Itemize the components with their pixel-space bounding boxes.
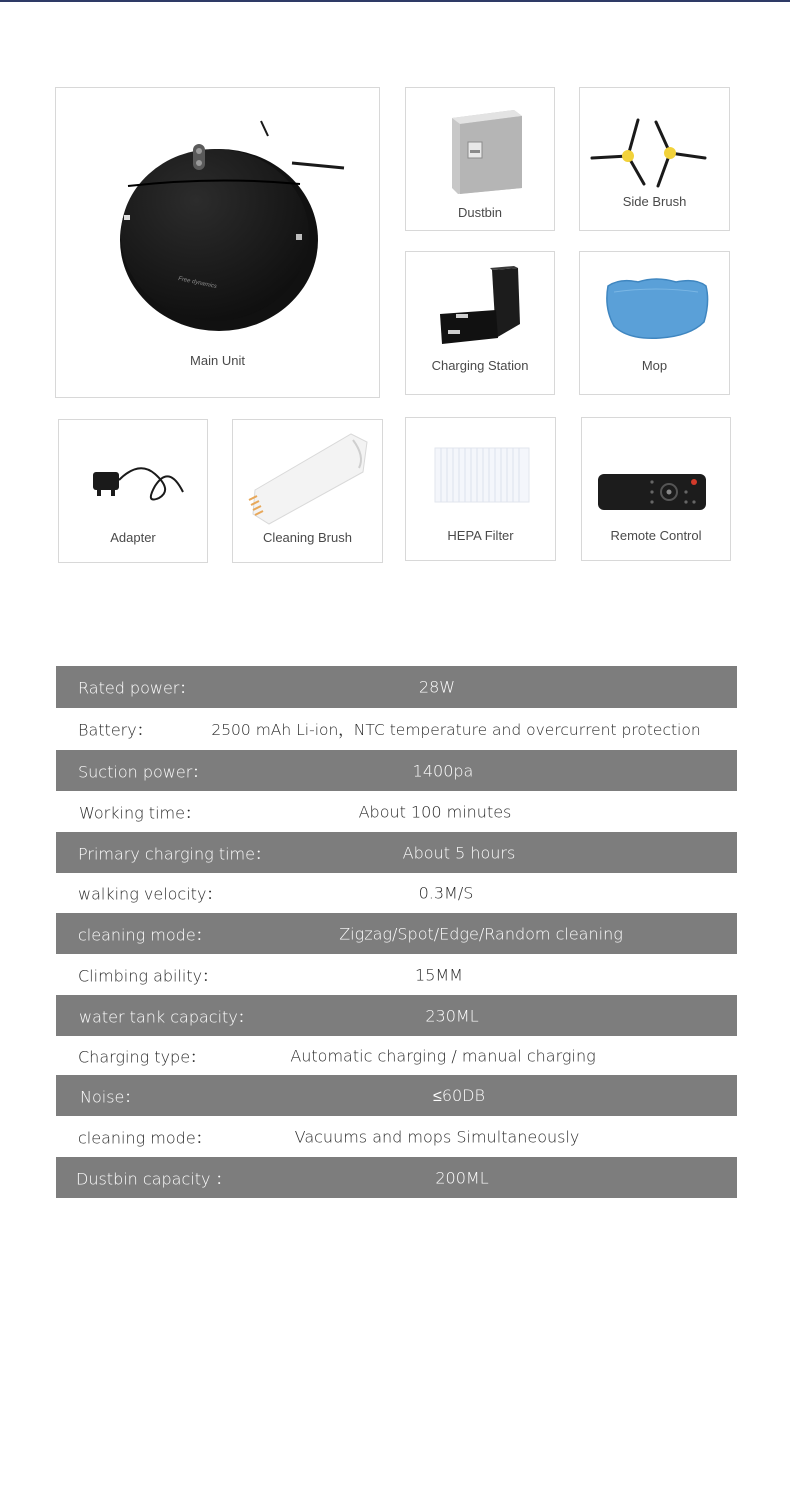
robot-brand-print: Free dynamics [177,276,218,291]
spec-value: 2500 mAh Li-ion，NTC temperature and overcurrent protection [211,721,701,739]
cleaning-brush-label: Cleaning Brush [263,530,352,545]
spec-value: 0.3M/S [418,883,474,903]
spec-row [56,708,737,750]
mop-label: Mop [641,358,668,373]
card-side-brush [579,87,730,231]
main-unit-label: Main Unit [190,353,245,368]
spec-value: Zigzag/Spot/Edge/Random cleaning [339,924,623,943]
spec-value: About 5 hours [402,843,516,862]
spec-row [56,1036,737,1075]
spec-value: 15MM [415,965,463,984]
spec-key: Climbing ability： [78,966,219,985]
spec-value: 1400pa [412,761,474,780]
card-adapter [58,419,208,563]
spec-row [56,832,737,873]
spec-value: 200ML [435,1168,489,1187]
dustbin-label: Dustbin [457,205,503,220]
charging-station-label: Charging Station [431,358,529,373]
spec-key: Dustbin capacity ： [76,1169,232,1188]
card-hepa-filter [405,417,556,561]
top-accent-bar [0,0,790,2]
adapter-label: Adapter [110,530,156,545]
spec-row [56,1075,737,1116]
spec-key: Working time： [79,803,201,822]
side-brush-image [580,88,731,232]
spec-value: ≤60DB [433,1085,485,1105]
spec-value: 230ML [425,1006,479,1025]
spec-row [56,666,737,708]
spec-row [56,913,737,954]
spec-key: Primary charging time： [78,844,271,863]
charging-station-image [406,252,556,396]
spec-key: walking velocity： [78,884,223,904]
spec-row [56,995,737,1036]
card-remote-control [581,417,731,561]
spec-row [56,1157,737,1198]
spec-value: 28W [418,677,456,697]
card-mop [579,251,730,395]
mop-pad-image [580,252,731,396]
spec-row [56,954,737,995]
card-cleaning-brush [232,419,383,563]
spec-key: cleaning mode： [78,1128,212,1147]
spec-row [56,791,737,832]
spec-value: Automatic charging / manual charging [290,1046,596,1065]
card-main-unit [55,87,380,398]
remote-control-label: Remote Control [610,528,702,543]
card-charging-station [405,251,555,395]
spec-key: Charging type： [78,1047,207,1066]
side-brush-label: Side Brush [622,194,687,209]
spec-key: water tank capacity： [79,1007,254,1026]
spec-key: Noise： [80,1087,141,1106]
spec-row [56,873,737,913]
spec-row [56,1116,737,1157]
spec-key: cleaning mode： [78,925,212,944]
card-dustbin [405,87,555,231]
spec-key: Rated power： [78,678,196,698]
spec-value: Vacuums and mops Simultaneously [294,1127,580,1146]
spec-row [56,750,737,791]
spec-value: About 100 minutes [358,802,512,821]
hepa-filter-label: HEPA Filter [447,528,514,543]
spec-key: Battery： [78,720,153,740]
spec-key: Suction power： [78,762,209,781]
